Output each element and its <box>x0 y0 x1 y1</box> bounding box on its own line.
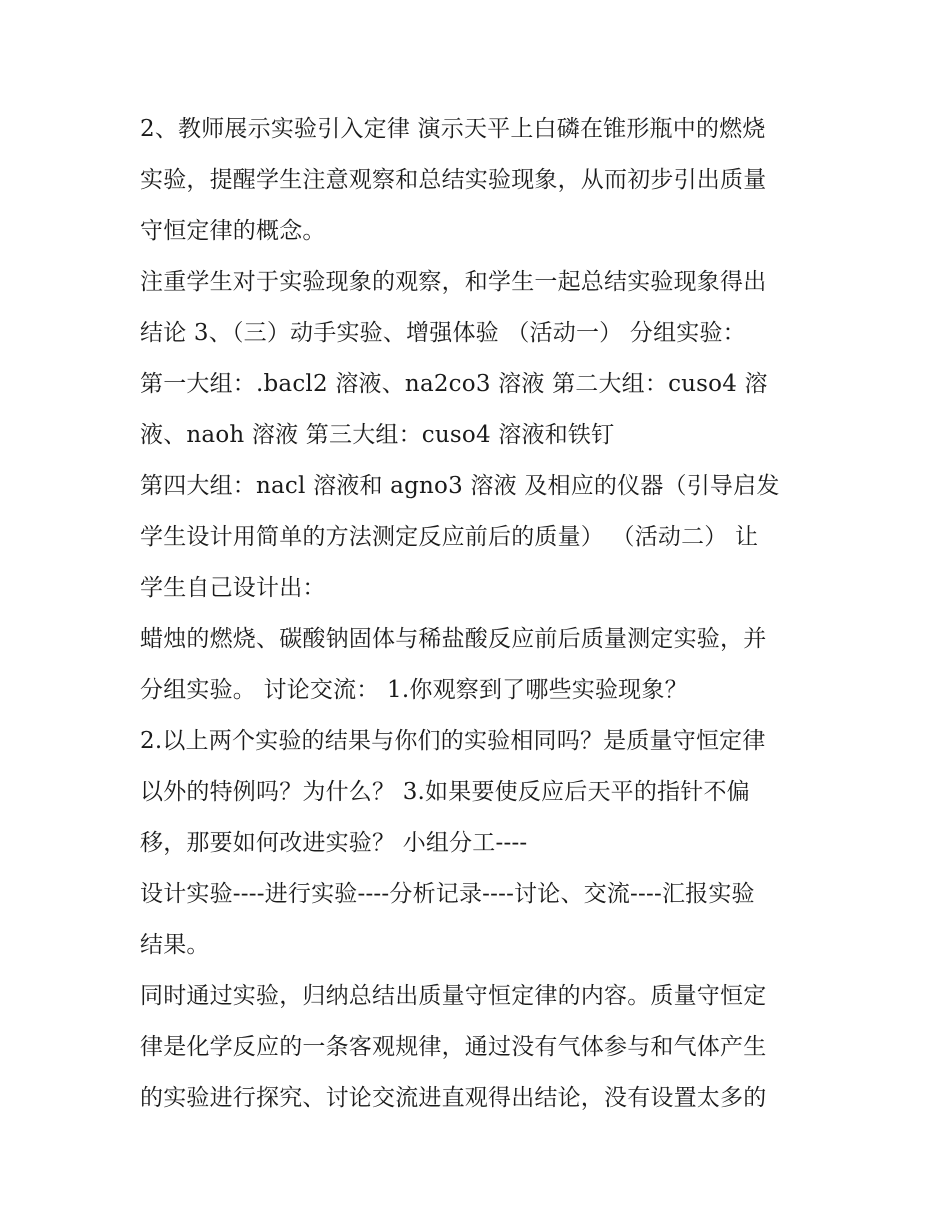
text-line: 以外的特例吗？为什么？ 3.如果要使反应后天平的指针不偏 <box>140 779 750 805</box>
text-line: 学生自己设计出： <box>140 575 326 601</box>
text-line: 移，那要如何改进实验？ 小组分工---- <box>140 830 528 856</box>
text-line: 第四大组：nacl 溶液和 agno3 溶液 及相应的仪器（引导启发 <box>140 473 780 499</box>
text-line: 液、naoh 溶液 第三大组：cuso4 溶液和铁钉 <box>140 422 615 448</box>
text-line: 分组实验。 讨论交流： 1.你观察到了哪些实验现象？ <box>140 677 688 703</box>
text-line: 实验，提醒学生注意观察和总结实验现象，从而初步引出质量 <box>140 167 767 193</box>
text-line: 2、教师展示实验引入定律 演示天平上白磷在锥形瓶中的燃烧 <box>140 116 766 142</box>
text-line: 学生设计用简单的方法测定反应前后的质量） （活动二） 让 <box>140 524 759 550</box>
text-line: 第一大组：.bacl2 溶液、na2co3 溶液 第二大组：cuso4 溶 <box>140 371 768 397</box>
text-line: 2.以上两个实验的结果与你们的实验相同吗？是质量守恒定律 <box>140 728 766 754</box>
text-line: 结果。 <box>140 932 210 958</box>
text-line: 的实验进行探究、讨论交流进直观得出结论，没有设置太多的 <box>140 1085 767 1111</box>
text-line: 律是化学反应的一条客观规律，通过没有气体参与和气体产生 <box>140 1034 767 1060</box>
text-line: 结论 3、（三）动手实验、增强体验 （活动一） 分组实验： <box>140 320 746 346</box>
text-line: 守恒定律的概念。 <box>140 218 326 244</box>
text-line: 设计实验----进行实验----分析记录----讨论、交流----汇报实验 <box>140 881 755 907</box>
document-body <box>140 104 820 1124</box>
text-line: 同时通过实验，归纳总结出质量守恒定律的内容。质量守恒定 <box>140 983 767 1009</box>
text-line: 蜡烛的燃烧、碳酸钠固体与稀盐酸反应前后质量测定实验，并 <box>140 626 767 652</box>
text-line: 注重学生对于实验现象的观察，和学生一起总结实验现象得出 <box>140 269 767 295</box>
